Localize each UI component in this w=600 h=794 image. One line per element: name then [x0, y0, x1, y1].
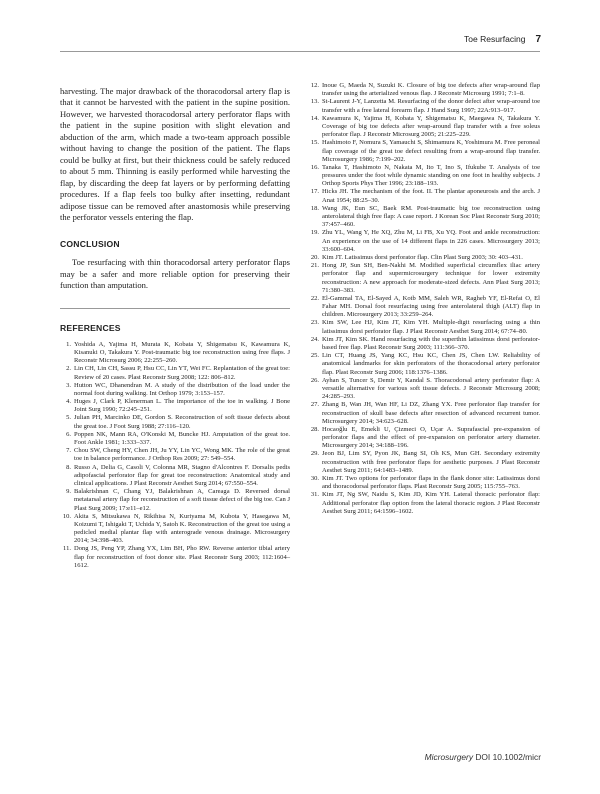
section-divider — [60, 308, 290, 309]
reference-number: 6. — [66, 430, 71, 438]
discussion-paragraph: harvesting. The major drawback of the thoracodorsal artery flap is that it cannot be harvested with the patient in the supine position. However, we harvested thoracodorsal artery perforator flaps with the patient in the supine position with slight elevation and abduction of the arm, which made a two-team approach possible without having to change the position of the patient. The flaps could be bulky at first, but their thickness could be safely reduced to about 5 mm. Thinning is easily performed while harvesting the flap, by discarding the deep fat layers or by performing defatting procedures. If a flap feels too bulky after insetting, redundant adipose tissue can be removed after anastomosis while preserving the perforator vessels entering the flap. — [60, 86, 290, 222]
reference-number: 15. — [310, 139, 319, 147]
reference-text: Poppen NK, Mann RA, O'Konski M, Buncke HJ. Amputation of the great toe. Foot Ankle 1981; 1:333–337. — [74, 430, 290, 447]
reference-number: 29. — [310, 450, 319, 458]
reference-item — [307, 401, 540, 426]
reference-item — [307, 426, 540, 451]
reference-text: Russo A, Delia G, Casoli V, Colonna MR, Stagno d'Alcontres F. Dorsalis pedis adipofascial perforator flap for great toe reconstruction: Anatomical study and clinical applications. J Plast Reconstr Aesthet Surg 2014; 67:550–554. — [74, 463, 290, 487]
conclusion-paragraph: Toe resurfacing with thin thoracodorsal artery perforator flaps may be a safer and more reliable option for preserving their function than amputation. — [60, 257, 290, 291]
reference-item — [307, 205, 540, 230]
reference-text: Hashimoto F, Nomura S, Yamauchi S, Shimamura K, Yoshimura M. Free peroneal flap coverage of the great toe defect resulting from a wrap-around flap transfer. Microsurgery 1986; 7:199–202. — [322, 139, 540, 163]
reference-item — [60, 447, 290, 463]
header-rule — [60, 51, 540, 52]
reference-number: 22. — [310, 294, 319, 302]
reference-text: Hutton WC, Dhanendran M. A study of the distribution of the load under the normal foot during walking. Int Orthop 1979; 3:153–157. — [74, 381, 290, 397]
reference-number: 17. — [310, 188, 319, 196]
reference-text: Zhu YL, Wang Y, He XQ, Zhu M, Li FB, Xu YQ. Foot and ankle reconstruction: An experience on the use of 14 different flaps in 226 cases. Microsurgery 2013; 33:600–604. — [322, 229, 540, 253]
reference-item — [60, 414, 290, 430]
reference-item — [307, 450, 540, 475]
reference-number: 30. — [310, 475, 319, 482]
reference-text: Kim JT. Two options for perforator flaps in the flank donor site: Latissimus dorsi and thoracodorsal perforator flaps. Plast Reconstr Surg 2005; 115:755–763. — [322, 475, 540, 491]
reference-item — [307, 295, 540, 320]
reference-text: Ayhan S, Tuncer S, Demir Y, Kandal S. Thoracodorsal artery perforator flap: A versatile alternative for various soft tissue defects. J Reconstr Microsurg 2008; 24:285–293. — [322, 376, 540, 401]
reference-text: Akita S, Mitsukawa N, Rikihisa N, Kuriyama M, Kubota Y, Hasegawa M, Koizumi T, Ishigaki T, Uchida Y, Satoh K. Reconstruction of the great toe using a pedicled medial plantar flap with anterograde venous drainage. Microsurgery 2014; 34:398–403. — [74, 512, 290, 545]
references-heading: REFERENCES — [60, 322, 121, 333]
reference-item — [307, 82, 540, 98]
reference-number: 20. — [310, 253, 319, 261]
reference-number: 28. — [310, 425, 319, 433]
reference-number: 21. — [310, 262, 319, 270]
reference-item — [307, 491, 540, 516]
reference-item — [307, 229, 540, 254]
reference-item — [60, 341, 290, 366]
reference-item — [60, 464, 290, 489]
reference-number: 24. — [310, 335, 319, 343]
reference-number: 27. — [310, 401, 319, 409]
reference-text: Hong JP, Sun SH, Ben-Nakhi M. Modified superficial circumflex iliac artery perforator flap and supermicrosurgery technique for lower extremity reconstruction: A new approach for moderate-sized defects. Ann Plast Surg 2013; 71:380–383. — [322, 262, 540, 294]
reference-number: 9. — [66, 488, 71, 496]
reference-text: Julian PH, Marcinko DE, Gordon S. Reconstruction of soft tissue defects about the great toe. J Foot Surg 1988; 27:116–120. — [74, 414, 290, 430]
reference-item — [60, 431, 290, 447]
reference-text: Hocaoğlu E, Emekli U, Çizmeci O, Uçar A. Suprafascial pre-expansion of perforator flaps and the effect of pre-expansion on perforator artery diameter. Microsurgery 2014; 34:188–196. — [322, 425, 540, 450]
reference-number: 7. — [66, 447, 71, 455]
reference-number: 23. — [310, 319, 319, 327]
reference-item — [60, 513, 290, 546]
reference-number: 12. — [310, 82, 319, 89]
reference-text: Balakrishnan C, Chang YJ, Balakrishnan A, Careaga D. Reversed dorsal metatarsal artery flap for reconstruction of a soft tissue defect of the big toe. Can J Plast Surg 2009; 17:e11–e12. — [74, 488, 290, 512]
reference-number: 16. — [310, 163, 319, 171]
reference-text: Inoue G, Maeda N, Suzuki K. Closure of big toe defects after wrap-around flap transfer using the arterialized venous flap. J Reconstr Microsurg 1991; 7:1–8. — [322, 82, 540, 98]
reference-number: 31. — [310, 491, 319, 499]
reference-item — [60, 488, 290, 513]
reference-number: 1. — [66, 340, 71, 348]
reference-item — [307, 188, 540, 204]
reference-text: Yoshida A, Yajima H, Murata K, Kobata Y, Shigematsu K, Kawamura K, Kisanuki O, Takakura Y. Post-traumatic big toe reconstruction using free flaps. J Reconstr Microsurg 2006; 22:255–260. — [74, 340, 290, 365]
references-list-right — [307, 82, 540, 516]
reference-item — [60, 545, 290, 570]
reference-item — [307, 164, 540, 189]
footer-doi: DOI 10.1002/micr — [475, 752, 541, 762]
reference-text: Kawamura K, Yajima H, Kobata Y, Shigematsu K, Maegawa N, Takakura Y. Coverage of big toe defects after wrap-around flap transfer with a free soleus perforator flap. J Reconstr Microsurg 2005; 21:225–229. — [322, 114, 540, 139]
reference-text: Kim JT. Latissimus dorsi perforator flap. Clin Plast Surg 2003; 30: 403–431. — [322, 253, 523, 261]
running-title: Toe Resurfacing — [464, 34, 526, 44]
reference-number: 13. — [310, 98, 319, 106]
page-number: 7 — [535, 34, 541, 45]
reference-item — [307, 139, 540, 164]
right-column — [307, 82, 540, 516]
reference-number: 4. — [66, 398, 71, 406]
reference-number: 8. — [66, 463, 71, 471]
references-list-left — [60, 341, 290, 570]
reference-item — [307, 336, 540, 352]
reference-text: Kim JT, Kim SK. Hand resurfacing with the superthin latissimus dorsi perforator-based free flap. Plast Reconstr Surg 2003; 111:366–370. — [322, 335, 540, 351]
reference-item — [60, 382, 290, 398]
reference-text: St-Laurent J-Y, Lanzetta M. Resurfacing of the donor defect after wrap-around toe transfer with a free lateral forearm flap. J Hand Surg 1997; 22A:913–917. — [322, 98, 540, 114]
reference-text: Kim JT, Ng SW, Naidu S, Kim JD, Kim YH. Lateral thoracic perforator flap: Additional perforator flap option from the lateral thoracic region. J Plast Reconstr Aesthet Surg 2011; 64:1596–1602. — [322, 491, 540, 515]
reference-text: Tanaka T, Hashimoto N, Nakata M, Ito T, Ino S, Ifukube T. Analysis of toe pressures under the foot while dynamic standing on one foot in healthy subjects. J Orthop Sports Phys Ther 1996; 23:188–193. — [322, 163, 540, 188]
reference-item — [307, 98, 540, 114]
reference-text: Kim SW, Lee HJ, Kim JT, Kim YH. Multiple-digit resurfacing using a thin latissimus dorsi perforator flap. J Plast Reconstr Aesthet Surg 2014; 67:74–80. — [322, 319, 540, 335]
reference-number: 26. — [310, 376, 319, 384]
conclusion-heading: CONCLUSION — [60, 239, 120, 250]
reference-item — [60, 398, 290, 414]
reference-number: 14. — [310, 114, 319, 122]
reference-item — [307, 262, 540, 295]
reference-number: 19. — [310, 229, 319, 237]
reference-number: 25. — [310, 352, 319, 360]
reference-text: Dong JS, Peng YP, Zhang YX, Lim BH, Pho RW. Reverse anterior tibial artery flap for reconstruction of foot donor site. Plast Reconstr Surg 2003; 112:1604–1612. — [74, 545, 290, 569]
reference-number: 5. — [66, 414, 71, 422]
footer-journal: Microsurgery — [424, 752, 474, 762]
running-header — [464, 34, 541, 45]
reference-text: Huges J, Clark P, Klenerman L. The importance of the toe in walking. J Bone Joint Surg 1990; 72:245–251. — [74, 398, 290, 414]
page-footer — [425, 752, 541, 762]
reference-item — [307, 115, 540, 140]
reference-item — [307, 377, 540, 402]
reference-text: Jeon BJ, Lim SY, Pyon JK, Bang SI, Oh KS, Mun GH. Secondary extremity reconstruction with free perforator flaps for aesthetic purposes. J Plast Reconstr Aesthet Surg 2011; 64:1483–1489. — [322, 450, 540, 474]
reference-item — [307, 475, 540, 491]
reference-text: Zhang B, Wan JH, Wan HF, Li DZ, Zhang YX. Free perforator flap transfer for reconstruction of skull base defects after resection of advanced recurrent tumor. Microsurgery 2014; 34:623–628. — [322, 401, 540, 425]
reference-item — [307, 319, 540, 335]
reference-text: Hicks JH. The mechanism of the foot. II. The plantar aponeurosis and the arch. J Anat 1954; 88:25–30. — [322, 188, 540, 204]
reference-item — [307, 254, 540, 262]
reference-text: El-Gammal TA, El-Sayed A, Kotb MM, Saleh WR, Ragheb YF, El-Refai O, El Fahar MH. Dorsal foot resurfacing using free anterolateral thigh (ALT) flap in children. Microsurgery 2013; 33:259–264. — [322, 294, 540, 319]
reference-number: 18. — [310, 204, 319, 212]
reference-item — [307, 352, 540, 377]
reference-text: Lin CH, Lin CH, Sassu P, Hsu CC, Lin YT, Wei FC. Replantation of the great toe: Review of 20 cases. Plast Reconstr Surg 2008; 122: 806–812. — [74, 365, 290, 381]
reference-text: Lin CT, Huang JS, Yang KC, Hsu KC, Chen JS, Chen LW. Reliability of anatomical landmarks for skin perforators of the thoracodorsal artery perforator flap. Plast Reconstr Surg 2006; 118:1376–1386. — [322, 352, 540, 376]
reference-number: 2. — [66, 365, 71, 373]
reference-text: Chou SW, Cheng HY, Chen JH, Ju YY, Lin YC, Wong MK. The role of the great toe in balance performance. J Orthop Res 2009; 27: 549–554. — [74, 447, 290, 463]
reference-number: 3. — [66, 381, 71, 389]
reference-number: 11. — [63, 545, 71, 553]
left-column — [60, 86, 290, 570]
reference-number: 10. — [62, 512, 71, 520]
reference-text: Wang JK, Eun SC, Baek RM. Post-traumatic big toe reconstruction using anterolateral thigh free flap: A case report. J Korean Soc Plast Reconstr Surg 2010; 37:457–460. — [322, 204, 540, 229]
reference-item — [60, 365, 290, 381]
